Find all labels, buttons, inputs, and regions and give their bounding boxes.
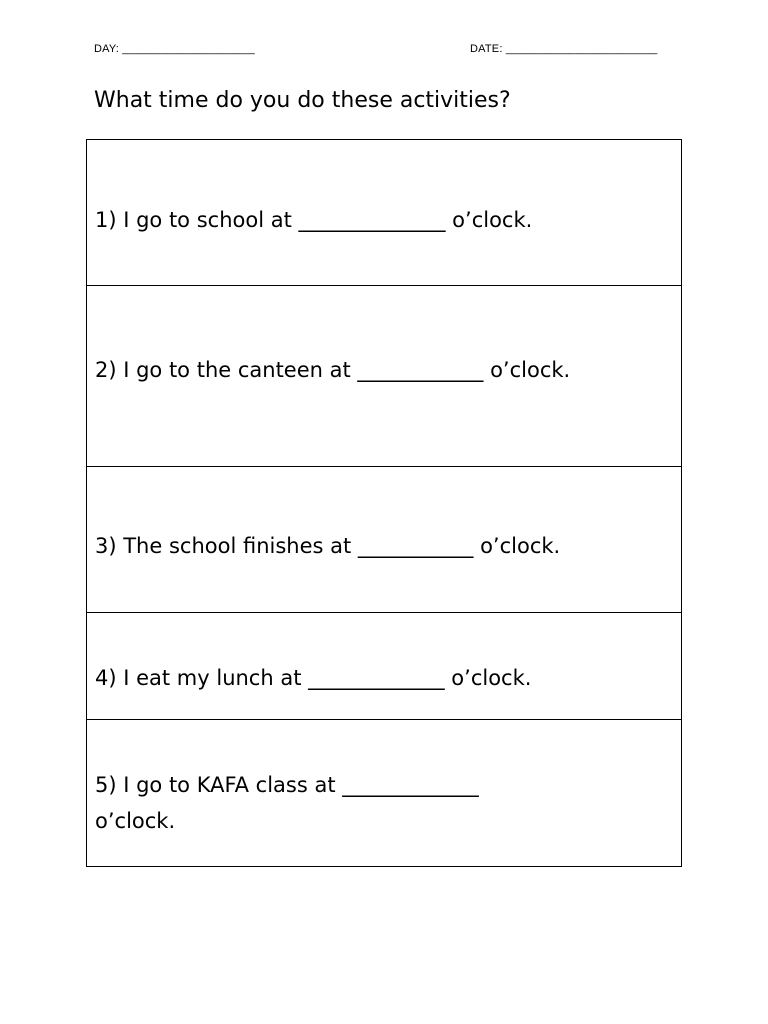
activity-sentence-5-line-1: 5) I go to KAFA class at _____________ xyxy=(95,773,479,797)
table-row xyxy=(87,467,681,613)
table-row xyxy=(87,613,681,720)
activity-sentence-5-line-2: o’clock. xyxy=(95,809,176,833)
activity-sentence-1: 1) I go to school at ______________ o’clock. xyxy=(95,208,533,232)
activity-sentence-3: 3) The school finishes at ___________ o’clock. xyxy=(95,534,561,558)
page-title: What time do you do these activities? xyxy=(94,88,511,113)
date-field-label: DATE: ________________________ xyxy=(470,43,658,55)
table-row xyxy=(87,286,681,467)
table-row xyxy=(87,140,681,286)
activity-sentence-4: 4) I eat my lunch at _____________ o’clock. xyxy=(95,666,532,690)
table-row xyxy=(87,720,681,866)
day-field-label: DAY: _____________________ xyxy=(94,43,255,55)
activity-sentence-2: 2) I go to the canteen at ____________ o’clock. xyxy=(95,358,571,382)
activity-table xyxy=(86,139,682,867)
